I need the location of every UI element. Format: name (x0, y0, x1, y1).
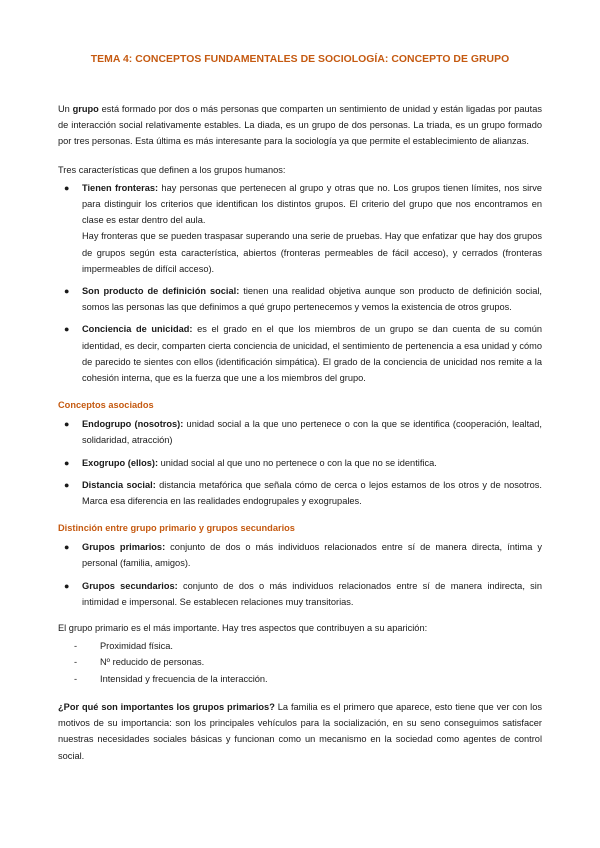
list-item (58, 283, 542, 315)
item-text: unidad social a la que uno pertenece o con la que se identifica (cooperación, lealtad, solidaridad, atracción) (82, 419, 543, 446)
section-heading-distinction: Distinción entre grupo primario y grupos secundarios (58, 523, 295, 534)
list-item (58, 180, 542, 277)
page-title: TEMA 4: CONCEPTOS FUNDAMENTALES DE SOCIOLOGÍA: CONCEPTO DE GRUPO (90, 54, 510, 65)
list-item (58, 539, 542, 571)
bullet-icon: ● (64, 419, 70, 430)
item-text: distancia metafórica que señala cómo de cerca o lejos estamos de los otros y de nosotros. Marca esa diferencia en las realidades endogrupales y exogrupales. (82, 479, 542, 507)
list-item (58, 477, 542, 509)
item-term: Conciencia de unicidad: (82, 324, 193, 335)
characteristics-list (58, 180, 542, 386)
related-list (58, 416, 542, 509)
item-text: hay personas que pertenecen al grupo y otras que no. Los grupos tienen límites, nos sirve para distinguir los criterios que identifican los distintos grupos. El criterio del grupo que nos encontramos en clase es estar dentro del aula. (82, 182, 543, 226)
item-term: Tienen fronteras: (82, 182, 159, 193)
item-term: Exogrupo (ellos): (82, 457, 159, 468)
item-term: Grupos primarios: (82, 542, 166, 553)
intro-pre: Un (58, 104, 73, 114)
item-text: conjunto de dos o más individuos relacionados entre sí de manera indirecta, sin intimidad e impersonal. Se establecen relaciones muy transitorias. (82, 580, 542, 607)
bullet-icon: ● (64, 457, 70, 468)
dash-marker: - (74, 673, 78, 684)
intro-paragraph (58, 101, 542, 150)
item-text: Nº reducido de personas. (100, 657, 205, 668)
list-item (58, 321, 542, 386)
bullet-icon: ● (64, 542, 70, 553)
characteristics-lead: Tres características que definen a los grupos humanos: (58, 164, 286, 175)
primary-aspects-list (58, 638, 542, 687)
item-extra: Hay fronteras que se pueden traspasar superando una serie de pruebas. Hay que enfatizar que hay dos grupos de grupos según esta característica, abiertos (fronteras permeables de fácil acceso), y cerrados (fronteras impermeables de difícil acceso). (82, 231, 542, 274)
closing-question: ¿Por qué son importantes los grupos primarios? (58, 701, 275, 712)
intro-term: grupo (72, 104, 99, 114)
list-item (58, 416, 542, 448)
list-item (58, 654, 542, 670)
item-text: conjunto de dos o más individuos relacionados entre sí de manera directa, íntima y personal (familia, amigos). (82, 542, 542, 569)
primary-lead: El grupo primario es el más importante. Hay tres aspectos que contribuyen a su aparición: (58, 623, 428, 634)
item-text: es el grado en el que los miembros de un grupo se dan cuenta de su común identidad, es decir, comparten cierta conciencia de unicidad, el sentimiento de pertenencia a esa unidad y cómo de parecido te sientes con ellos (identificación simpática). El grado de la conciencia de unicidad nos remite a la cohesión interna, que es la fuerza que une a los miembros del grupo. (82, 324, 542, 384)
item-text: unidad social al que uno no pertenece o con la que no se identifica. (158, 457, 437, 468)
item-term: Grupos secundarios: (82, 580, 178, 591)
section-heading-related: Conceptos asociados (58, 400, 154, 411)
bullet-icon: ● (64, 479, 70, 490)
intro-post: está formado por dos o más personas que comparten un sentimiento de unidad y están ligadas por pautas de interacción social relativamente estables. La diada, es un grupo de dos personas. La triada, es un grupo formado por tres personas. Esta última es más interesante para la sociología ya que permite el establecimiento de alianzas. (58, 104, 542, 147)
dash-marker: - (74, 641, 78, 652)
list-item (58, 638, 542, 654)
bullet-icon: ● (64, 324, 70, 335)
item-term: Endogrupo (nosotros): (82, 419, 184, 430)
item-term: Son producto de definición social: (82, 286, 240, 297)
closing-paragraph (58, 699, 542, 764)
item-term: Distancia social: (82, 479, 156, 490)
closing-text: La familia es el primero que aparece, esto tiene que ver con los motivos de su importancia: son los principales vehículos para la socialización, en su seno conseguimos satisfacer nuestras necesidades sociales básicas y funcionan como un mecanismo en la sociedad como agentes de control social. (58, 701, 542, 761)
dash-marker: - (74, 657, 78, 668)
list-item (58, 671, 542, 687)
list-item (58, 455, 542, 471)
item-text: Proximidad física. (100, 641, 173, 652)
list-item (58, 578, 542, 610)
item-text: Intensidad y frecuencia de la interacción. (100, 673, 268, 684)
bullet-icon: ● (64, 182, 70, 193)
bullet-icon: ● (64, 580, 70, 591)
distinction-list (58, 539, 542, 610)
item-text: tienen una realidad objetiva aunque son producto de definición social, somos las personas las que definimos a qué grupo pertenecemos y vemos la existencia de otros grupos. (82, 286, 543, 313)
bullet-icon: ● (64, 286, 70, 297)
